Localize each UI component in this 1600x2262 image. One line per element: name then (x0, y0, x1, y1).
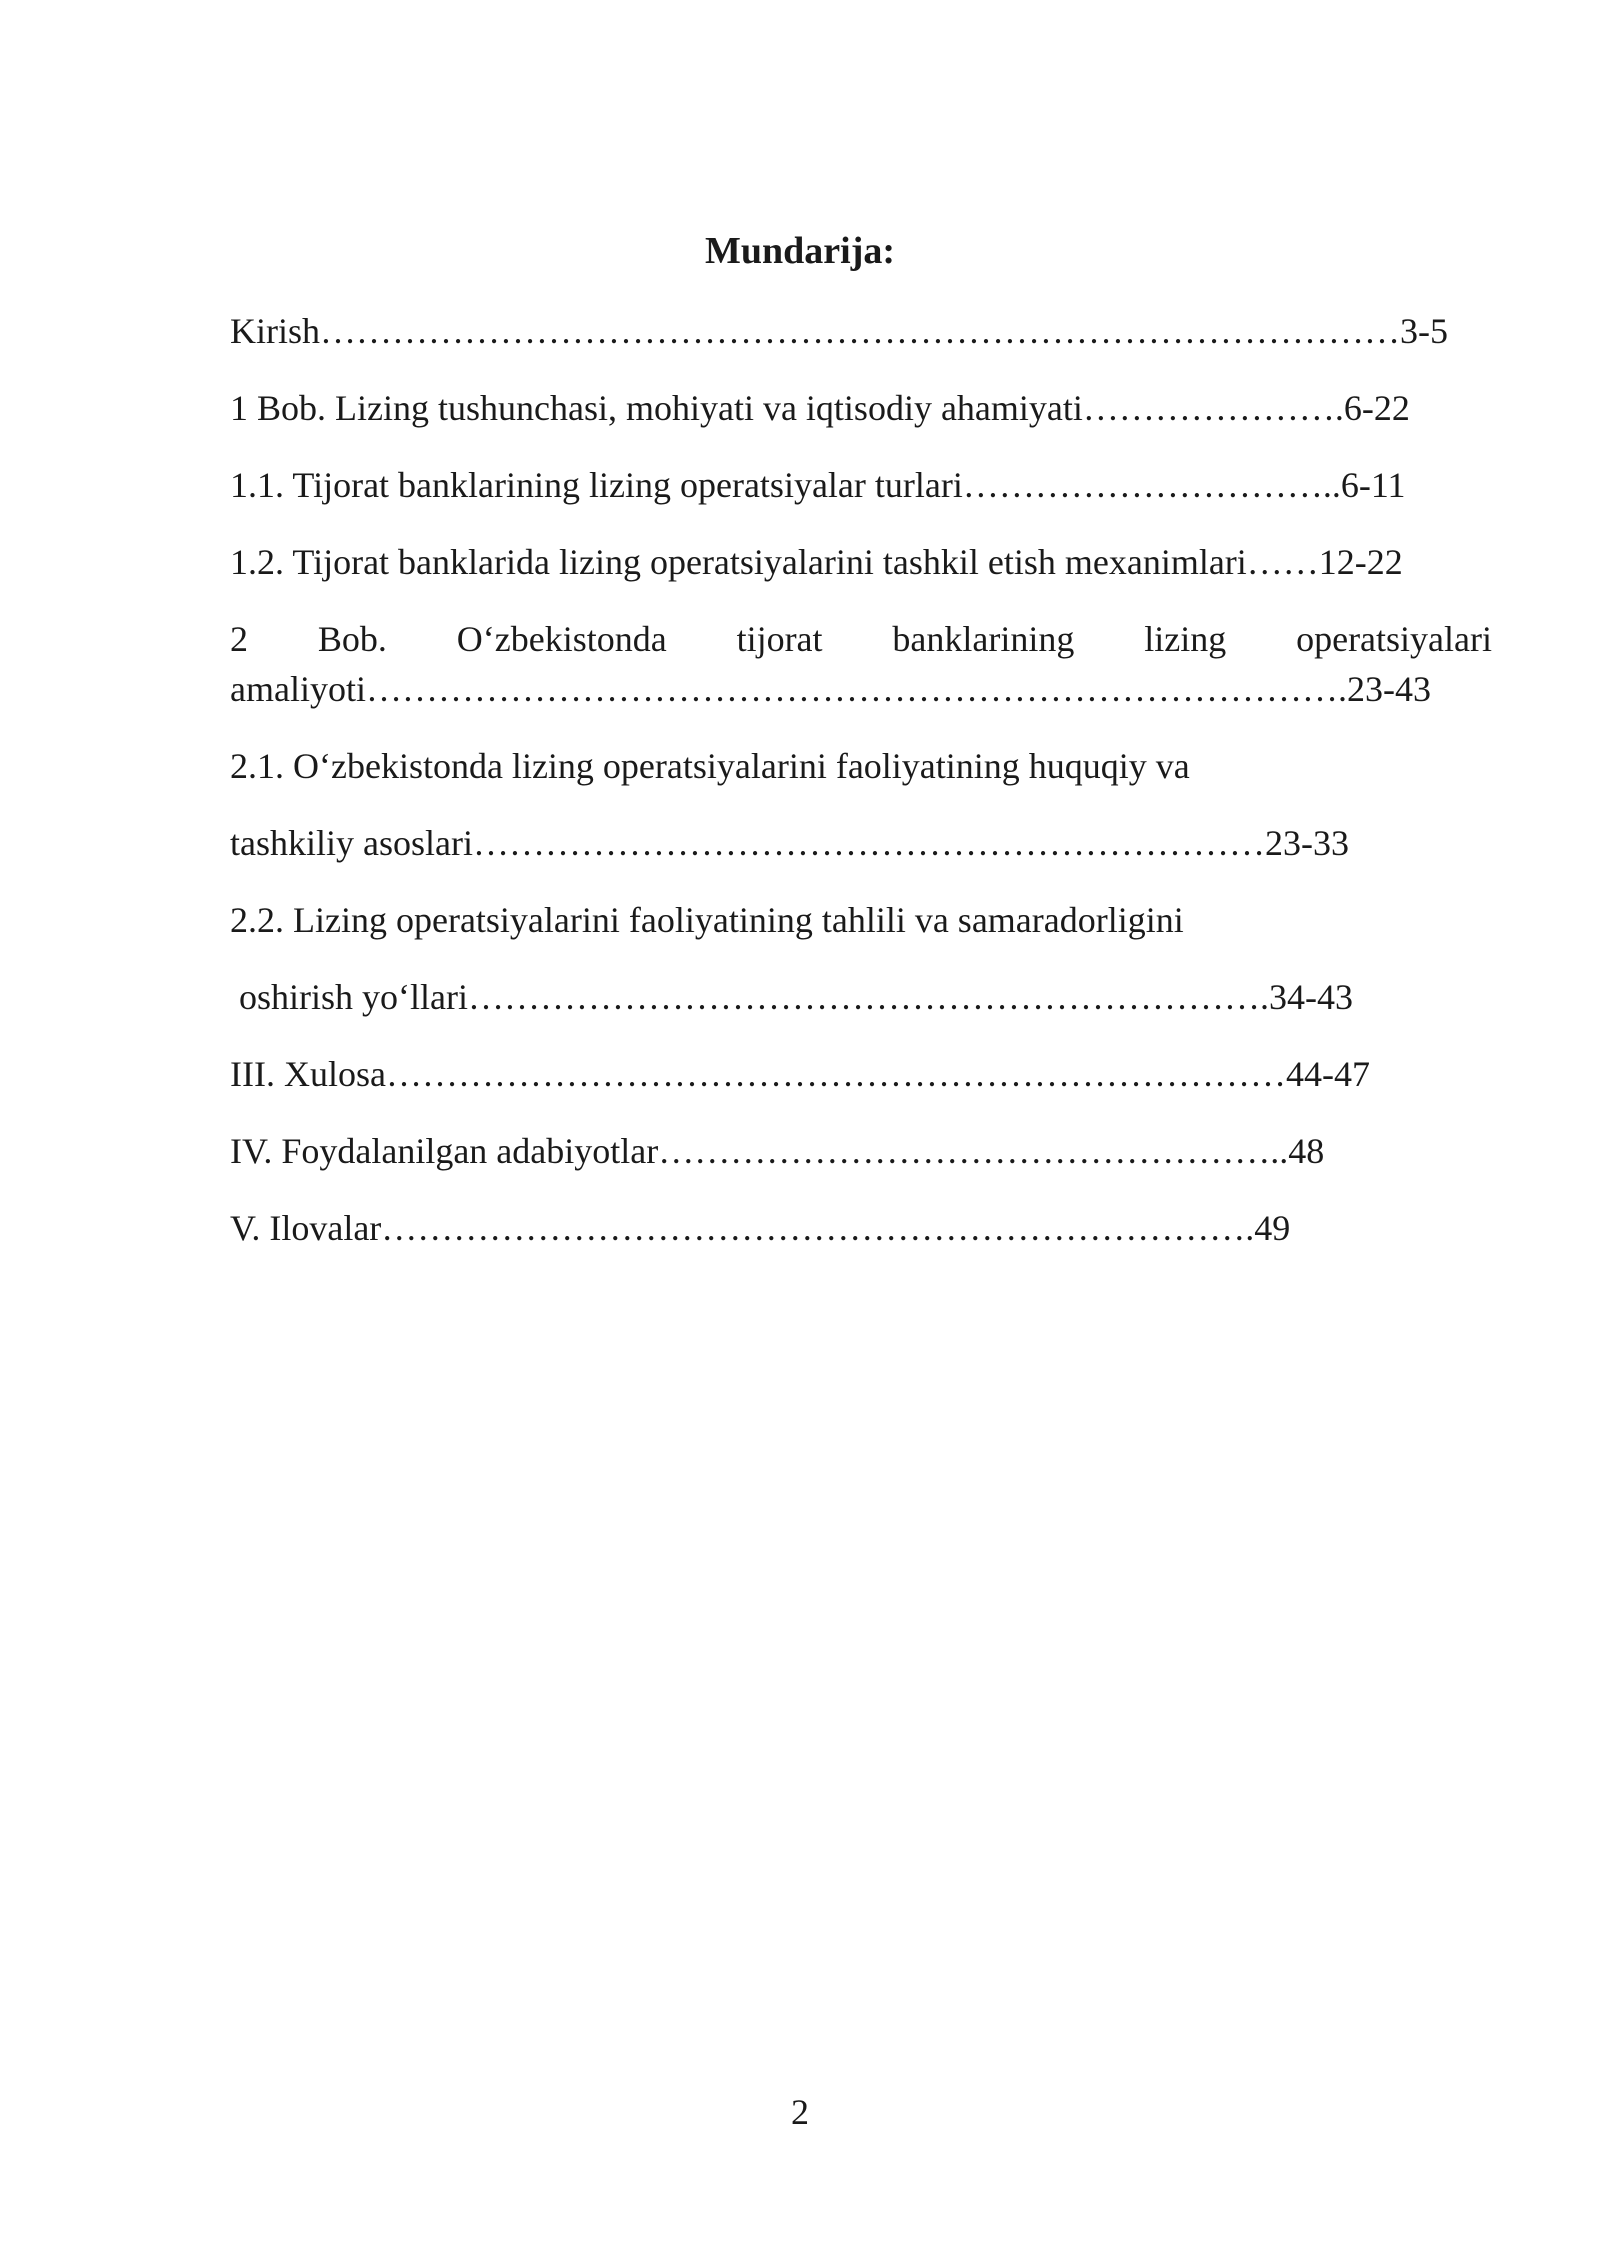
toc-entry-kirish: Kirish………………………………………………………………………………3-5 (230, 311, 1448, 351)
toc-entry-bob-2-line-2: amaliyoti……………………………………………………………………….23-43 (230, 669, 1431, 709)
toc-entry-2-1-line-1: 2.1. O‘zbekistonda lizing operatsiyalarini faoliyatining huquqiy va (230, 746, 1190, 786)
toc-entry-bob-2-line-1: 2 Bob. O‘zbekistonda tijorat banklarining lizing operatsiyalari (230, 619, 1492, 659)
toc-entry-bob-1: 1 Bob. Lizing tushunchasi, mohiyati va iqtisodiy ahamiyati………………….6-22 (230, 388, 1410, 428)
page-title: Mundarija: (705, 230, 895, 272)
toc-entry-adabiyotlar: IV. Foydalanilgan adabiyotlar……………………………………………..48 (230, 1131, 1325, 1171)
toc-entry-xulosa: III. Xulosa…………………………………………………………………44-47 (230, 1054, 1370, 1094)
toc-entry-2-2-line-1: 2.2. Lizing operatsiyalarini faoliyatining tahlili va samaradorligini (230, 900, 1184, 940)
toc-entry-2-1-line-2: tashkiliy asoslari…………………………………………………………23-33 (230, 823, 1349, 863)
toc-entry-1-1: 1.1. Tijorat banklarining lizing operatsiyalar turlari…………………………..6-11 (230, 465, 1406, 505)
page-number: 2 (791, 2092, 809, 2132)
toc-entry-2-2-line-2: oshirish yo‘llari………………………………………………………….34-43 (230, 977, 1353, 1017)
toc-entry-ilovalar: V. Ilovalar……………………………………………………………….49 (230, 1208, 1291, 1248)
toc-entry-1-2: 1.2. Tijorat banklarida lizing operatsiyalarini tashkil etish mexanimlari……12-22 (230, 542, 1403, 582)
